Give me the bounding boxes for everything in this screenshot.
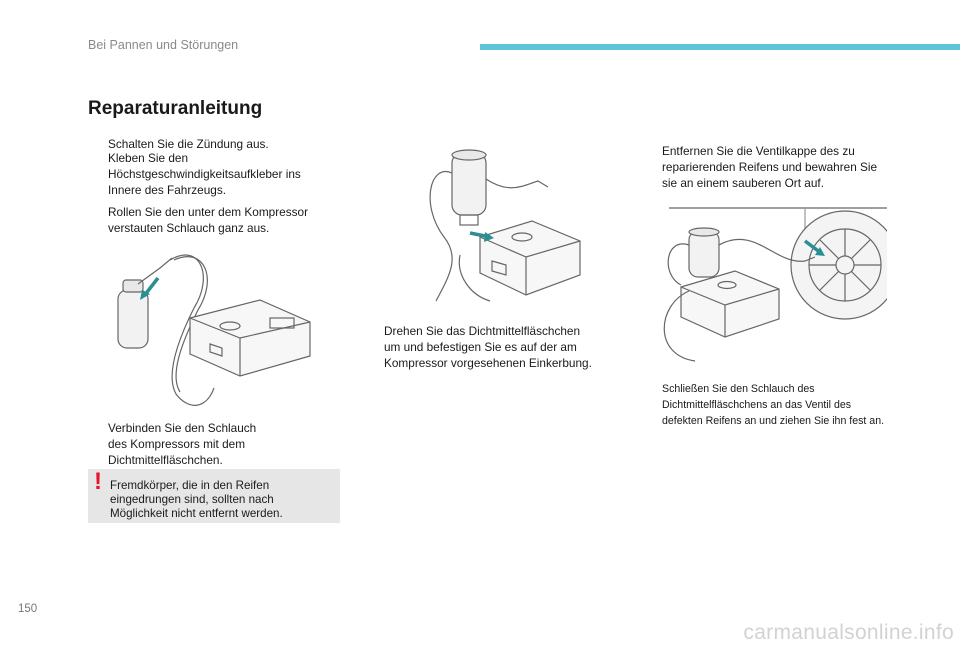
warning-icon: ! (94, 468, 102, 495)
step-text: Schalten Sie die Zündung aus. (108, 137, 269, 151)
step-line: Entfernen Sie die Ventilkappe des zu (662, 144, 855, 158)
section-header: Bei Pannen und Störungen (88, 38, 239, 52)
step-text (108, 150, 301, 198)
step-text (108, 204, 308, 236)
step-line: um und befestigen Sie es auf der am (384, 340, 577, 354)
warning-line: Möglichkeit nicht entfernt werden. (110, 507, 283, 520)
warning-box (88, 469, 340, 523)
bottle-on-compressor-illustration (420, 145, 590, 317)
step-line: Verbinden Sie den Schlauch (108, 421, 257, 435)
step-line: Dichtmittelfläschchens an das Ventil des (662, 399, 852, 411)
page-title: Reparaturanleitung (88, 98, 263, 119)
bullet-icon (88, 420, 108, 468)
step-text (108, 420, 256, 468)
tire-valve-illustration (655, 205, 887, 373)
bullet-icon (642, 143, 662, 191)
step-line: Schließen Sie den Schlauch des (662, 383, 815, 395)
step-text (384, 323, 592, 371)
step-line: Innere des Fahrzeugs. (108, 183, 227, 197)
step-line: defekten Reifens an und ziehen Sie ihn fest an. (662, 415, 885, 427)
bullet-icon (88, 204, 108, 236)
step-line: Höchstgeschwindigkeitsaufkleber ins (108, 167, 301, 181)
step-line: Dichtmittelfläschchen. (108, 453, 223, 467)
bullet-icon (642, 381, 662, 429)
step-line: Rollen Sie den unter dem Kompressor (108, 205, 308, 219)
step-line: reparierenden Reifens und bewahren Sie (662, 160, 878, 174)
page-number: 150 (18, 603, 38, 615)
step-text (662, 143, 877, 191)
header-accent-bar (480, 44, 960, 50)
step-text (662, 381, 884, 429)
step-mount-bottle (364, 323, 592, 371)
bullet-icon (88, 150, 108, 198)
bullet-icon (364, 323, 384, 371)
step-unroll-hose (88, 204, 308, 236)
watermark: carmanualsonline.info (743, 621, 954, 644)
step-line: sie an einem sauberen Ort auf. (662, 176, 824, 190)
step-remove-valve-cap (642, 143, 877, 191)
warning-line: Fremdkörper, die in den Reifen (110, 479, 270, 492)
step-connect-hose (88, 420, 256, 468)
warning-line: eingedrungen sind, sollten nach (110, 493, 274, 506)
step-speed-sticker (88, 150, 301, 198)
step-connect-valve (642, 381, 884, 429)
warning-text (110, 479, 335, 521)
compressor-bottle-illustration (110, 248, 320, 413)
step-line: Drehen Sie das Dichtmittelfläschchen (384, 324, 581, 338)
step-line: Kleben Sie den (108, 151, 189, 165)
step-line: verstauten Schlauch ganz aus. (108, 221, 270, 235)
step-line: Kompressor vorgesehenen Einkerbung. (384, 356, 592, 370)
step-line: des Kompressors mit dem (108, 437, 246, 451)
